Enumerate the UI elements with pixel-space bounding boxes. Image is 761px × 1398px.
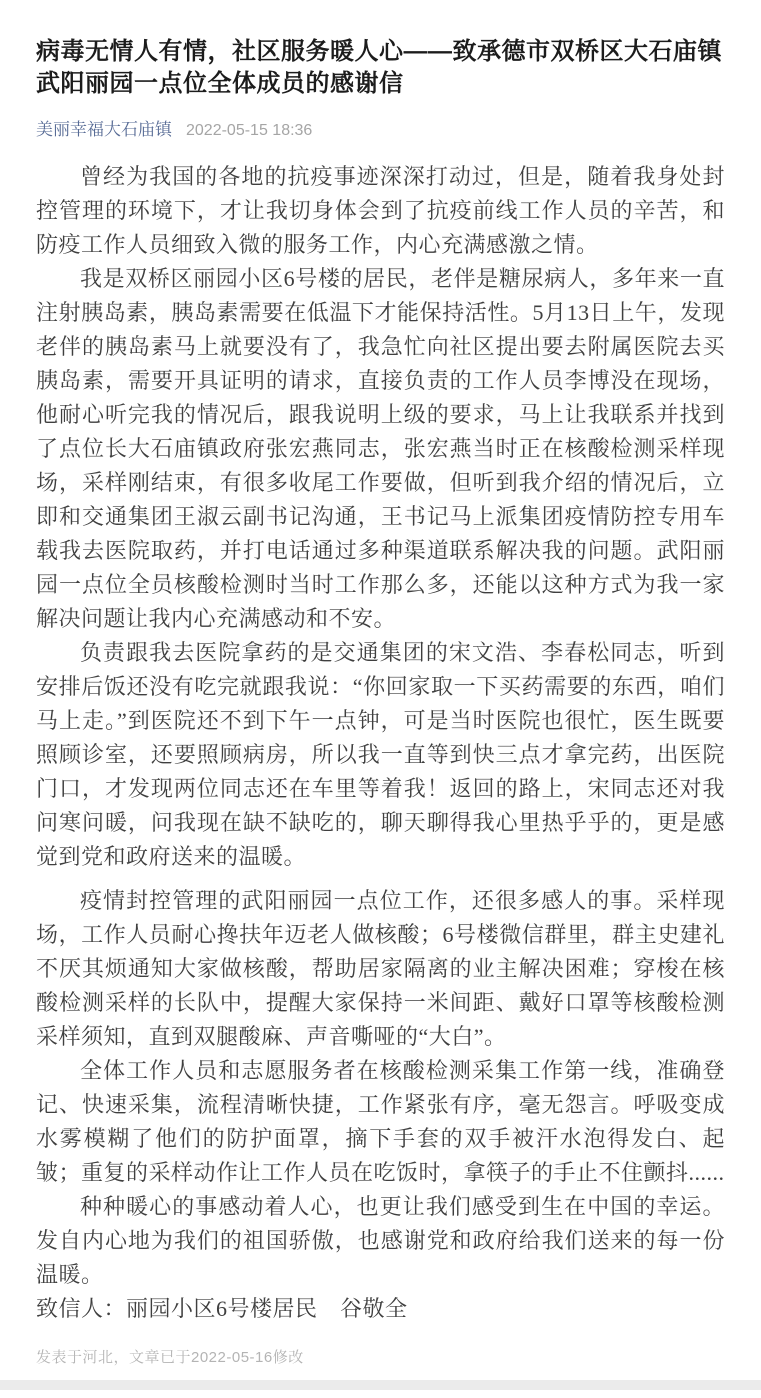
bottom-divider	[0, 1380, 761, 1390]
paragraph-3: 负责跟我去医院拿药的是交通集团的宋文浩、李春松同志，听到安排后饭还没有吃完就跟我说：“你回家取一下买药需要的东西，咱们马上走。”到医院还不到下午一点钟，可是当时医院也很忙，医生既要照顾诊室，还要照顾病房，所以我一直等到快三点才拿完药，出医院门口，才发现两位同志还在车里等着我！返回的路上，宋同志还对我问寒问暖，问我现在缺不缺吃的，聊天聊得我心里热乎乎的，更是感觉到党和政府送来的温暖。	[36, 640, 725, 869]
paragraph-6: 种种暖心的事感动着人心，也更让我们感受到生在中国的幸运。发自内心地为我们的祖国骄傲，也感谢党和政府给我们送来的每一份温暖。	[36, 1194, 725, 1287]
paragraph-5: 全体工作人员和志愿服务者在核酸检测采集工作第一线，准确登记、快速采集，流程清晰快捷，工作紧张有序，毫无怨言。呼吸变成水雾模糊了他们的防护面罩，摘下手套的双手被汗水泡得发白、起皱；重复的采样动作让工作人员在吃饭时，拿筷子的手止不住颤抖......	[36, 1058, 725, 1185]
article-title: 病毒无情人有情，社区服务暖人心——致承德市双桥区大石庙镇武阳丽园一点位全体成员的感谢信	[36, 38, 722, 97]
article-body	[36, 160, 725, 1326]
author-link[interactable]: 美丽幸福大石庙镇	[36, 120, 172, 139]
paragraph-1: 曾经为我国的各地的抗疫事迹深深打动过，但是，随着我身处封控管理的环境下，才让我切身体会到了抗疫前线工作人员的辛苦，和防疫工作人员细致入微的服务工作，内心充满感激之情。	[36, 164, 725, 257]
signature-line: 致信人：丽园小区6号楼居民 谷敬全	[36, 1296, 408, 1321]
article-meta	[36, 115, 725, 140]
article-page	[0, 36, 761, 1367]
publish-time: 2022-05-15 18:36	[186, 122, 313, 139]
footer-meta: 发表于河北，文章已于2022-05-16修改	[36, 1349, 304, 1366]
paragraph-2: 我是双桥区丽园小区6号楼的居民，老伴是糖尿病人，多年来一直注射胰岛素，胰岛素需要在低温下才能保持活性。5月13日上午，发现老伴的胰岛素马上就要没有了，我急忙向社区提出要去附属医院去买胰岛素，需要开具证明的请求，直接负责的工作人员李博没在现场，他耐心听完我的情况后，跟我说明上级的要求，马上让我联系并找到了点位长大石庙镇政府张宏燕同志，张宏燕当时正在核酸检测采样现场，采样刚结束，有很多收尾工作要做，但听到我介绍的情况后，立即和交通集团王淑云副书记沟通，王书记马上派集团疫情防控专用车载我去医院取药，并打电话通过多种渠道联系解决我的问题。武阳丽园一点位全员核酸检测时当时工作那么多，还能以这种方式为我一家解决问题让我内心充满感动和不安。	[36, 266, 725, 631]
paragraph-4: 疫情封控管理的武阳丽园一点位工作，还很多感人的事。采样现场，工作人员耐心搀扶年迈老人做核酸；6号楼微信群里，群主史建礼不厌其烦通知大家做核酸，帮助居家隔离的业主解决困难；穿梭在核酸检测采样的长队中，提醒大家保持一米间距、戴好口罩等核酸检测采样须知，直到双腿酸麻、声音嘶哑的“大白”。	[36, 888, 725, 1049]
